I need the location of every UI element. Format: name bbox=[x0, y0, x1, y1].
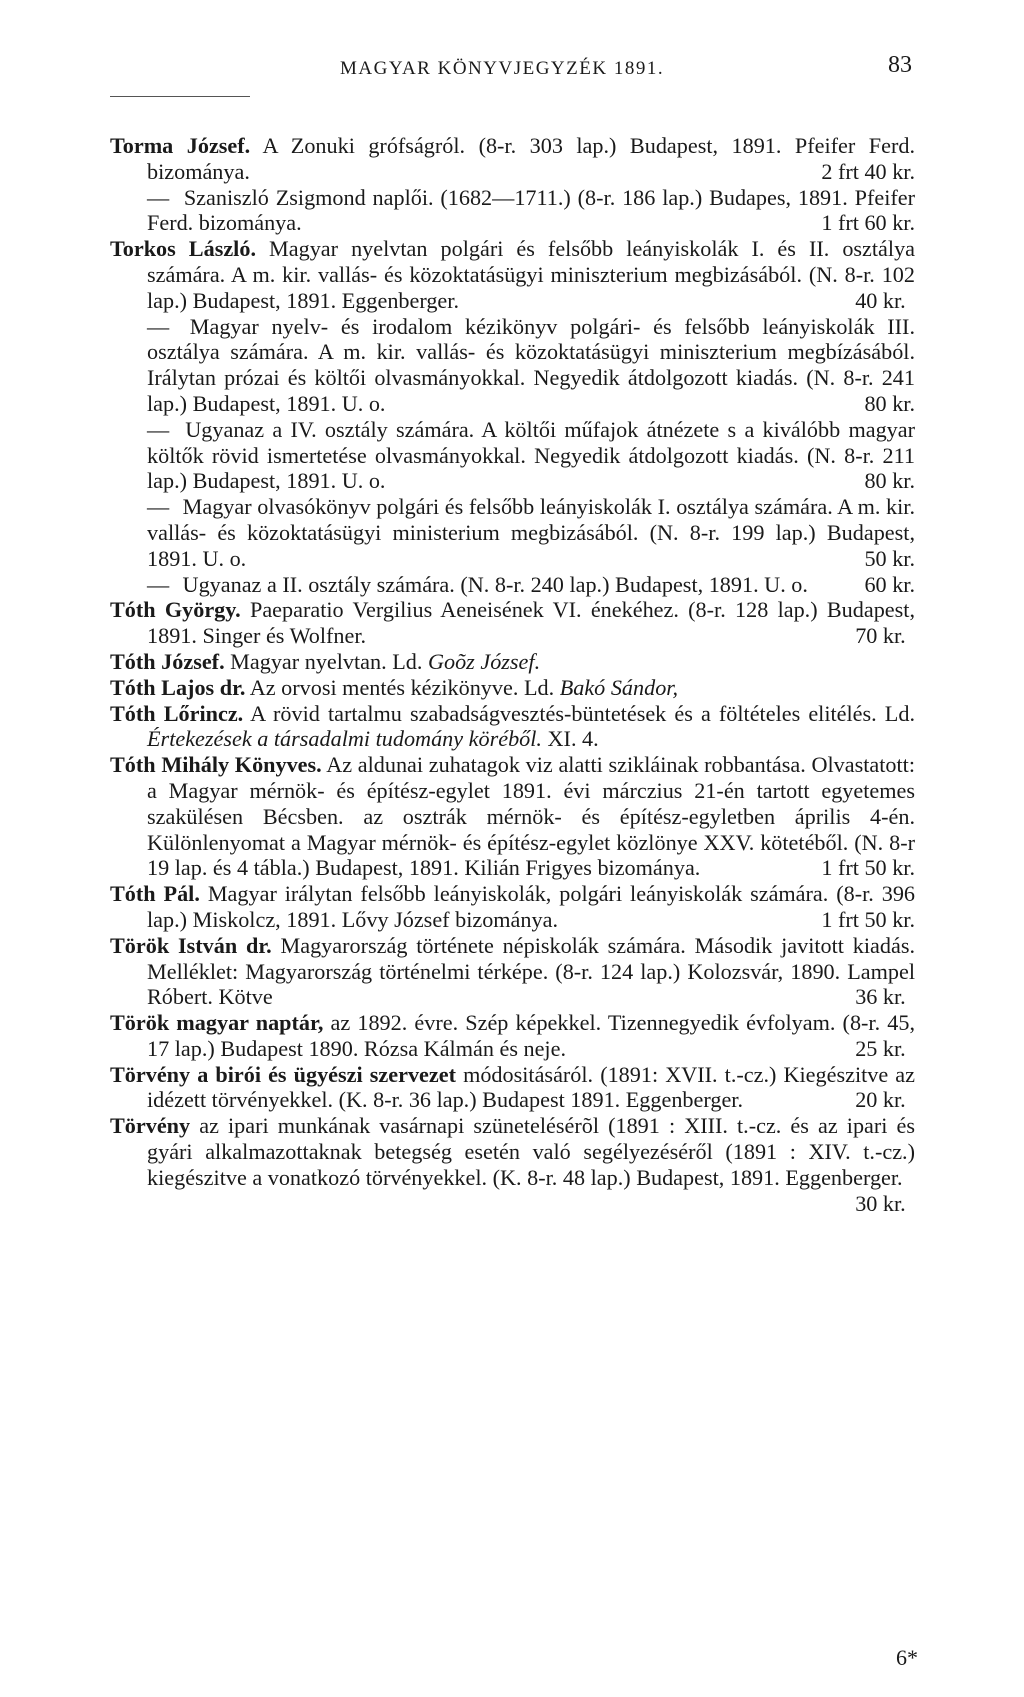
entry-text: Magyar nyelv- és irodalom kézikönyv polgári- és felsőbb leányiskolák III. osztálya számára. A m. kir. vallás- és közoktatásügyi miniszterium megbízásából. Irálytan prózai és költői olvasmányokkal. Negyedik átdolgozott kiadás. (N. 8-r. 241 lap.) Budapest, 1891. U. o. bbox=[147, 313, 915, 416]
header-rule bbox=[110, 96, 250, 97]
entry-text: módositásáról. (1891: XVII. t.-cz.) Kiegészitve az idézett törvényekkel. (K. 8-r. 36 lap.) Budapest 1891. Eggenberger. bbox=[147, 1061, 916, 1113]
catalog-entry bbox=[110, 701, 915, 753]
entry-author: Tóth Lajos dr. bbox=[110, 674, 246, 700]
entry-text: Ugyanaz a IV. osztály számára. A költői műfajok átnézete s a kiválóbb magyar költők rövid ismertetése olvasmányokkal. Negyedik átdolgozott kiadás. (N. 8-r. 211 lap.) Budapest, 1891. U. o. bbox=[147, 416, 916, 494]
entry-price: 40 kr. bbox=[855, 287, 906, 313]
catalog-entries bbox=[110, 133, 915, 1216]
page-number: 83 bbox=[888, 52, 912, 78]
entry-author: Tóth József. bbox=[110, 648, 225, 674]
entry-price: 2 frt 40 kr. bbox=[821, 158, 915, 184]
entry-author: Torma József. bbox=[110, 133, 251, 158]
entry-price: 1 frt 50 kr. bbox=[821, 906, 915, 932]
catalog-entry bbox=[110, 1113, 916, 1216]
catalog-entry bbox=[110, 236, 915, 313]
repeat-dash: — bbox=[147, 416, 170, 442]
entry-price: 1 frt 50 kr. bbox=[821, 855, 915, 881]
catalog-entry bbox=[110, 649, 915, 675]
entry-price: 30 kr. bbox=[855, 1190, 906, 1216]
entry-price: 60 kr. bbox=[864, 571, 915, 597]
entry-price: 1 frt 60 kr. bbox=[821, 210, 915, 236]
entry-text: az ipari munkának vasárnapi szünetelésérõl (1891 : XIII. t.-cz. és az ipari és gyári alkalmazottaknak betegség esetén való segélyezéséről (1891 : XIV. t.-cz.) kiegészitve a vonatkozó törvényekkel. (K. 8-r. 48 lap.) Budapest, 1891. Eggenberger. bbox=[147, 1113, 916, 1190]
catalog-entry bbox=[110, 185, 915, 237]
entry-price: 50 kr. bbox=[864, 545, 915, 571]
catalog-entry bbox=[110, 133, 915, 185]
entry-reference: Értekezések a társadalmi tudomány köréből. bbox=[147, 726, 542, 752]
entry-text: A Zonuki grófságról. (8-r. 303 lap.) Budapest, 1891. Pfeifer Ferd. bizománya. bbox=[147, 133, 915, 184]
catalog-entry bbox=[110, 494, 915, 571]
entry-author: Török magyar naptár, bbox=[110, 1010, 324, 1036]
entry-reference: Goõz József. bbox=[427, 648, 541, 674]
catalog-entry bbox=[110, 881, 915, 933]
entry-text: Magyar nyelvtan polgári és felsőbb leányiskolák I. és II. osztálya számára. A m. kir. vallás- és közoktatásügyi miniszterium megbizásából. (N. 8-r. 102 lap.) Budapest, 1891. Eggenberger. bbox=[147, 236, 916, 313]
entry-author: Torkos László. bbox=[110, 236, 256, 262]
entry-reference: Bakó Sándor, bbox=[559, 674, 679, 700]
entry-text: Magyar nyelvtan. Ld. bbox=[230, 648, 423, 674]
entry-text: Magyar olvasókönyv polgári és felsőbb leányiskolák I. osztálya számára. A m. kir. vallás- és közoktatásügyi ministerium megbizásából. (N. 8-r. 199 lap.) Budapest, 1891. U. o. bbox=[147, 494, 915, 571]
catalog-entry bbox=[110, 933, 915, 1010]
catalog-entry bbox=[110, 1062, 915, 1114]
page-header bbox=[110, 52, 912, 92]
entry-price: 70 kr. bbox=[855, 623, 906, 649]
entry-text: Az aldunai zuhatagok viz alatti szikláinak robbantása. Olvastatott: a Magyar mérnök- és építész-egylet 1891. évi márczius 21-én tartott egyetemes szakülésen Bécsben. az osztrák mérnök- és építész-egyletben április 4-én. Különlenyomat a Magyar mérnök- és építész-egylet közlönye XXV. kötetéből. (N. 8-r 19 lap. és 4 tábla.) Budapest, 1891. Kilián Frigyes bizománya. bbox=[147, 752, 916, 881]
repeat-dash: — bbox=[147, 184, 170, 210]
entry-text: A rövid tartalmu szabadságvesztés-büntetések és a föltételes elitélés. Ld. bbox=[250, 700, 916, 726]
entry-author: Törvény a birói és ügyészi szervezet bbox=[110, 1061, 456, 1087]
entry-text: az 1892. évre. Szép képekkel. Tizennegyedik évfolyam. (8-r. 45, 17 lap.) Budapest 1890. Rózsa Kálmán és neje. bbox=[147, 1010, 916, 1061]
entry-price: 80 kr. bbox=[864, 390, 915, 416]
entry-author: Tóth György. bbox=[110, 597, 241, 623]
catalog-entry bbox=[110, 572, 915, 598]
entry-text: Szaniszló Zsigmond naplői. (1682—1711.) (8-r. 186 lap.) Budapes, 1891. Pfeifer Ferd. bizománya. bbox=[147, 184, 915, 236]
entry-text: Paeparatio Vergilius Aeneisének VI. énekéhez. (8-r. 128 lap.) Budapest, 1891. Singer és Wolfner. bbox=[147, 597, 916, 649]
catalog-entry bbox=[110, 675, 915, 701]
entry-price: 36 kr. bbox=[855, 984, 906, 1010]
catalog-entry bbox=[110, 1010, 915, 1062]
entry-text: Magyar irálytan felsőbb leányiskolák, polgári leányiskolák számára. (8-r. 396 lap.) Miskolcz, 1891. Lővy József bizománya. bbox=[147, 881, 916, 932]
entry-author: Tóth Lőrincz. bbox=[110, 700, 244, 726]
signature-mark: 6* bbox=[896, 1645, 918, 1670]
entry-text: Magyarország története népiskolák számára. Második javitott kiadás. Melléklet: Magyarország történelmi térképe. (8-r. 124 lap.) Kolozsvár, 1890. Lampel Róbert. Kötve bbox=[147, 932, 916, 1010]
entry-text: Az orvosi mentés kézikönyve. Ld. bbox=[249, 674, 555, 700]
entry-author: Török István dr. bbox=[110, 932, 272, 958]
entry-author: Tóth Pál. bbox=[110, 881, 200, 907]
catalog-entry bbox=[110, 314, 915, 417]
entry-author: Tóth Mihály Könyves. bbox=[110, 752, 322, 778]
entry-price: 20 kr. bbox=[855, 1087, 906, 1113]
repeat-dash: — bbox=[147, 571, 170, 597]
entry-author: Törvény bbox=[110, 1113, 191, 1139]
repeat-dash: — bbox=[147, 494, 170, 520]
entry-text: Ugyanaz a II. osztály számára. (N. 8-r. 240 lap.) Budapest, 1891. U. o. bbox=[182, 571, 808, 597]
catalog-entry bbox=[110, 417, 915, 494]
entry-tail: XI. 4. bbox=[547, 726, 599, 752]
catalog-entry bbox=[110, 752, 915, 881]
repeat-dash: — bbox=[147, 313, 170, 339]
catalog-entry bbox=[110, 597, 915, 649]
entry-price: 80 kr. bbox=[864, 468, 915, 494]
entry-price: 25 kr. bbox=[855, 1035, 906, 1061]
running-title: MAGYAR KÖNYVJEGYZÉK 1891. bbox=[340, 58, 665, 79]
